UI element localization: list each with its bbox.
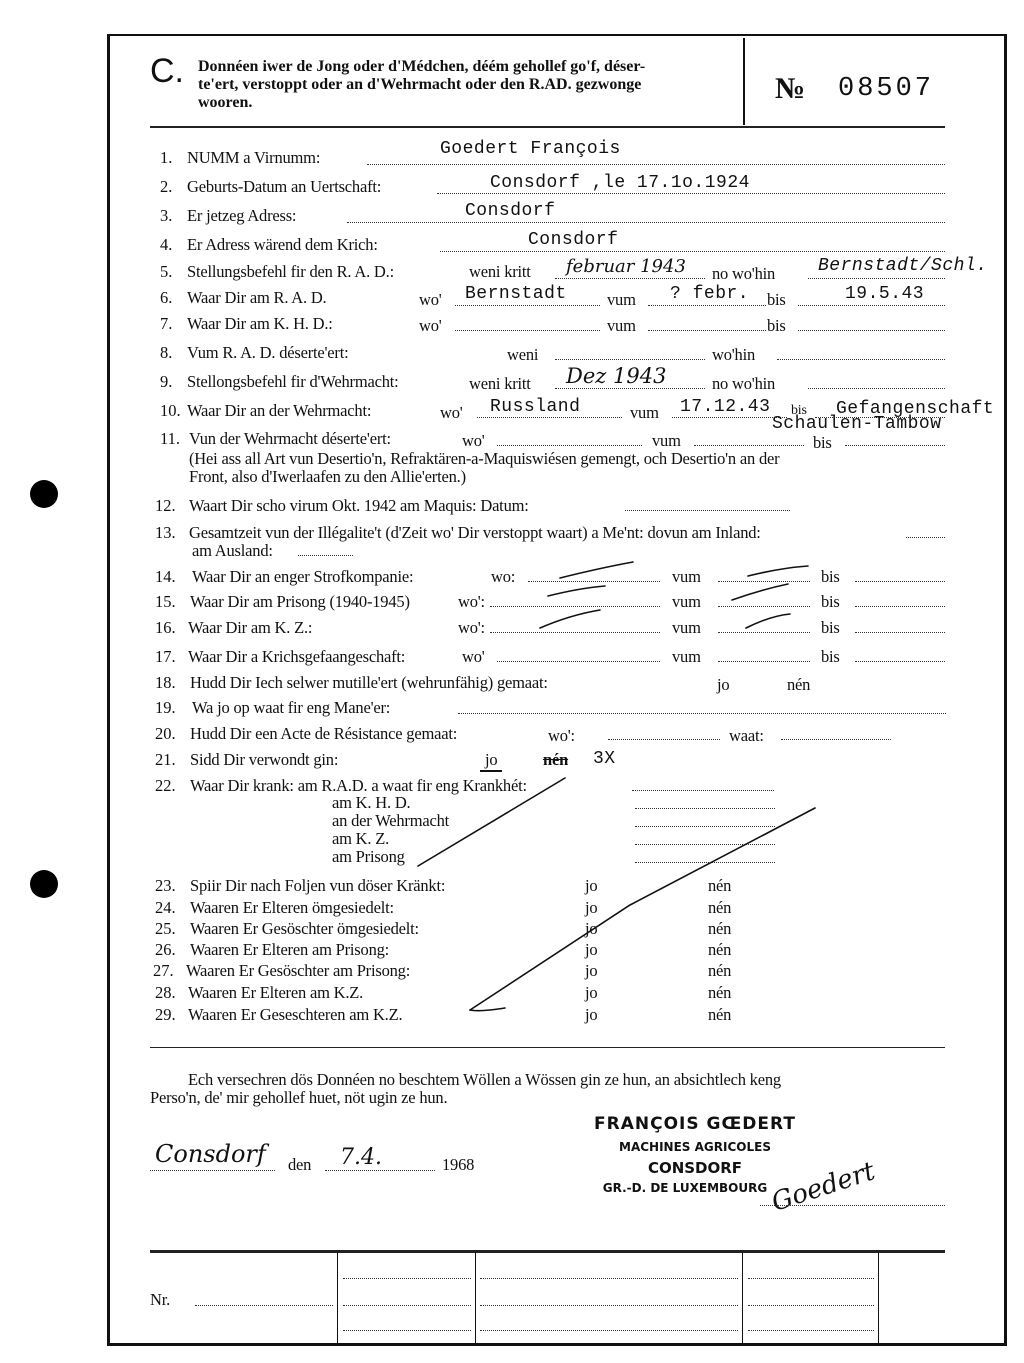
illness-sub: am K. H. D. — [332, 793, 411, 812]
row-number: 25. — [155, 919, 176, 938]
row-label: am Ausland: — [192, 541, 273, 560]
row-label: Waaren Er Elteren am Prisong: — [190, 940, 390, 959]
row-label: Er Adress wärend dem Krich: — [187, 235, 378, 254]
row-number: 24. — [155, 898, 176, 917]
rad-dest-value: Bernstadt/Schl. — [818, 256, 988, 276]
strike-stroke — [540, 610, 600, 628]
intro-line: te'ert, verstoppt oder an d'Wehrmacht oder den R.AD. gezwonge — [198, 76, 642, 93]
field-key: wo'hin — [712, 345, 756, 364]
option-no[interactable]: nén — [708, 961, 732, 980]
rad-from-value: ? febr. — [670, 284, 750, 304]
row-label: Sidd Dir verwondt gin: — [190, 750, 339, 769]
place-handwritten: Consdorf — [155, 1140, 266, 1168]
field-key: wo' — [462, 647, 485, 666]
row-label: Spiir Dir nach Foljen vun döser Kränkt: — [190, 876, 446, 895]
name-value: Goedert François — [440, 139, 621, 159]
row-number: 22. — [155, 776, 176, 795]
war-address-value: Consdorf — [528, 230, 619, 250]
field-key: vum — [607, 290, 636, 309]
row-number: 13. — [155, 523, 176, 542]
option-no[interactable]: nén — [708, 876, 732, 895]
footer-col-divider — [878, 1252, 879, 1343]
intro-line: wooren. — [198, 94, 253, 111]
footer-rule — [150, 1250, 945, 1253]
row-number: 19. — [155, 698, 176, 717]
row-number: 26. — [155, 940, 176, 959]
footer-cell[interactable] — [343, 1330, 471, 1331]
row-label: Er jetzeg Adress: — [187, 206, 297, 225]
option-yes[interactable]: jo — [585, 940, 598, 959]
field-key: weni kritt — [469, 262, 531, 281]
field-key: vum — [652, 431, 681, 450]
field-key: vum — [672, 567, 701, 586]
field-key: weni kritt — [469, 374, 531, 393]
declaration-line: Perso'n, de' mir gehollef huet, nöt ugin ze hun. — [150, 1088, 448, 1107]
row-number: 21. — [155, 750, 176, 769]
field-nr[interactable] — [195, 1305, 333, 1306]
rad-date-value: februar 1943 — [566, 256, 686, 277]
option-no[interactable]: nén — [708, 1005, 732, 1024]
row-label: Waar Dir a Krichsgefaangeschaft: — [188, 647, 406, 666]
row-label: Waar Dir an der Wehrmacht: — [187, 401, 372, 420]
row-label: Waaren Er Elteren ömgesiedelt: — [190, 898, 394, 917]
row-number: 15. — [155, 592, 176, 611]
row-number: 20. — [155, 724, 176, 743]
option-no[interactable]: nén — [708, 940, 732, 959]
row-number: 3. — [160, 206, 173, 225]
signature: Goedert — [767, 1156, 879, 1218]
declaration-line: Ech versechren dös Donnéen no beschtem Wöllen a Wössen gin ze hun, an absichtlech keng — [188, 1070, 781, 1089]
field-key: bis — [791, 403, 807, 418]
footer-col-divider — [337, 1252, 338, 1343]
strike-stroke — [470, 1008, 505, 1011]
section-rule — [150, 1047, 945, 1048]
wm-from-value: 17.12.43 — [680, 397, 771, 417]
field-key: bis — [821, 618, 840, 637]
option-no[interactable]: nén — [787, 675, 811, 694]
row-label: Waaren Er Elteren am K.Z. — [188, 983, 364, 1002]
row-number: 28. — [155, 983, 176, 1002]
option-no-struck[interactable]: nén — [543, 750, 569, 769]
row-number: 10. — [160, 401, 181, 420]
field-key: wo': — [458, 592, 485, 611]
field-key: weni — [507, 345, 539, 364]
row-label: Waar Dir an enger Strofkompanie: — [192, 567, 414, 586]
option-no[interactable]: nén — [708, 983, 732, 1002]
footer-cell[interactable] — [480, 1305, 738, 1306]
row-number: 2. — [160, 177, 173, 196]
row-label: Waar Dir am K. H. D.: — [187, 314, 333, 333]
wm-date-value: Dez 1943 — [566, 364, 667, 388]
nr-label: Nr. — [150, 1290, 171, 1309]
row-label: Waart Dir scho virum Okt. 1942 am Maquis: Datum: — [189, 496, 529, 515]
rad-to-value: 19.5.43 — [845, 284, 925, 304]
field-key: vum — [672, 592, 701, 611]
row-label: Waaren Er Gesöschter am Prisong: — [186, 961, 411, 980]
stamp-line: MACHINES AGRICOLES — [619, 1140, 771, 1154]
row-label: Waar Dir krank: am R.A.D. a waat fir eng Krankhét: — [190, 776, 527, 795]
row-number: 18. — [155, 673, 176, 692]
row-number: 17. — [155, 647, 176, 666]
field-key: wo: — [491, 567, 516, 586]
field-signature[interactable] — [760, 1205, 945, 1206]
option-yes[interactable]: jo — [585, 1005, 598, 1024]
row-number: 7. — [160, 314, 173, 333]
den-label: den — [288, 1155, 312, 1174]
footer-cell[interactable] — [748, 1305, 874, 1306]
row-label: Waar Dir am K. Z.: — [188, 618, 313, 637]
field-date[interactable] — [325, 1170, 435, 1171]
address-value: Consdorf — [465, 201, 556, 221]
row-label: Hudd Dir een Acte de Résistance gemaat: — [190, 724, 458, 743]
strike-stroke — [548, 586, 605, 596]
row-number: 6. — [160, 288, 173, 307]
option-yes[interactable]: jo — [585, 898, 598, 917]
field-key: bis — [813, 433, 832, 452]
field-place[interactable] — [150, 1170, 275, 1171]
stamp-line: FRANÇOIS GŒDERT — [594, 1114, 796, 1134]
rad-where-value: Bernstadt — [465, 284, 567, 304]
row-number: 8. — [160, 343, 173, 362]
field-key: bis — [767, 316, 786, 335]
date-handwritten: 7.4. — [340, 1145, 382, 1170]
field-key: vum — [630, 403, 659, 422]
option-yes[interactable]: jo — [585, 876, 598, 895]
row-label: Wa jo op waat fir eng Mane'er: — [192, 698, 391, 717]
year-label: 1968 — [442, 1155, 475, 1174]
row-number: 29. — [155, 1005, 176, 1024]
row-number: 23. — [155, 876, 176, 895]
wm-to-place-value: Schaulen-Tambow — [772, 414, 942, 434]
row-label: Waaren Er Gesöschter ömgesiedelt: — [190, 919, 419, 938]
field-key: wo' — [419, 316, 442, 335]
form-number: 08507 — [838, 74, 935, 104]
row-number: 12. — [155, 496, 176, 515]
strike-stroke — [418, 778, 565, 866]
footer-cell[interactable] — [480, 1278, 738, 1279]
field-key: vum — [607, 316, 636, 335]
strike-stroke — [732, 584, 788, 600]
strike-stroke — [560, 562, 633, 578]
row-label: Waar Dir am Prisong (1940-1945) — [190, 592, 410, 611]
footer-col-divider — [475, 1252, 476, 1343]
field-key: no wo'hin — [712, 374, 776, 393]
field-key: bis — [821, 592, 840, 611]
footer-cell[interactable] — [343, 1278, 471, 1279]
row-number: 4. — [160, 235, 173, 254]
birth-value: Consdorf ,le 17.1o.1924 — [490, 173, 750, 193]
strike-stroke — [470, 808, 815, 1010]
row-number: 9. — [160, 372, 173, 391]
field-key: bis — [821, 567, 840, 586]
wounded-count: 3X — [593, 749, 616, 769]
option-yes-underlined[interactable]: jo — [480, 750, 502, 772]
field-key: wo' — [440, 403, 463, 422]
row-label: Geburts-Datum an Uertschaft: — [187, 177, 382, 196]
field-key: bis — [821, 647, 840, 666]
row-label: Waar Dir am R. A. D. — [187, 288, 327, 307]
field-key: wo': — [548, 726, 575, 745]
row-label: Vum R. A. D. déserte'ert: — [187, 343, 349, 362]
declaration — [150, 1071, 781, 1107]
stamp-line: CONSDORF — [647, 1159, 743, 1177]
row-number: 16. — [155, 618, 176, 637]
field-key: wo' — [462, 431, 485, 450]
strike-stroke — [748, 566, 808, 576]
row-number: 1. — [160, 148, 173, 167]
field-key: waat: — [729, 726, 764, 745]
row-label: Hudd Dir Iech selwer mutille'ert (wehrunfähig) gemaat: — [190, 673, 548, 692]
row-label: Stellongsbefehl fir d'Wehrmacht: — [187, 372, 399, 391]
illness-sub: am Prisong — [332, 847, 405, 866]
row-label: Vun der Wehrmacht déserte'ert: — [189, 429, 391, 448]
option-yes[interactable]: jo — [585, 983, 598, 1002]
row-number: 5. — [160, 262, 173, 281]
stamp-line: GR.-D. DE LUXEMBOURG — [602, 1181, 768, 1195]
note-line: Front, also d'Iwerlaafen zu den Allie'erten.) — [189, 467, 466, 486]
illness-sub: am K. Z. — [332, 829, 390, 848]
field-key: bis — [767, 290, 786, 309]
footer-cell[interactable] — [343, 1305, 471, 1306]
footer-cell[interactable] — [480, 1330, 738, 1331]
section-letter: C. — [150, 52, 184, 90]
field-key: vum — [672, 647, 701, 666]
note-line: (Hei ass all Art vun Desertio'n, Refraktären-a-Maquiswiésen gemengt, och Desertio'n an der — [189, 449, 780, 468]
field-key: no wo'hin — [712, 264, 776, 283]
field-key: wo' — [419, 290, 442, 309]
strike-stroke — [746, 614, 790, 628]
footer-cell[interactable] — [748, 1278, 874, 1279]
row-number: 27. — [153, 961, 174, 980]
footer-cell[interactable] — [748, 1330, 874, 1331]
wm-where-value: Russland — [490, 397, 581, 417]
illness-sub: an der Wehrmacht — [332, 811, 450, 830]
option-yes[interactable]: jo — [585, 961, 598, 980]
option-yes[interactable]: jo — [717, 675, 730, 694]
field-key: wo': — [458, 618, 485, 637]
wm-to-value: Gefangenschaft — [836, 399, 995, 419]
field-key: vum — [672, 618, 701, 637]
row-label: NUMM a Virnumm: — [187, 148, 321, 167]
intro-line: Donnéen iwer de Jong oder d'Médchen, déém gehollef go'f, déser- — [198, 58, 646, 75]
row-label: Waaren Er Geseschteren am K.Z. — [188, 1005, 403, 1024]
footer-col-divider — [742, 1252, 743, 1343]
row-number: 14. — [155, 567, 176, 586]
option-yes[interactable]: jo — [585, 919, 598, 938]
row-number: 11. — [160, 429, 181, 448]
option-no[interactable]: nén — [708, 919, 732, 938]
option-no[interactable]: nén — [708, 898, 732, 917]
row-label: Gesamtzeit vun der Illégalite't (d'Zeit wo' Dir verstoppt waart) a Me'nt: dovun am Inland: — [189, 523, 761, 542]
row-label: Stellungsbefehl fir den R. A. D.: — [187, 262, 394, 281]
number-sign: № — [775, 72, 806, 105]
